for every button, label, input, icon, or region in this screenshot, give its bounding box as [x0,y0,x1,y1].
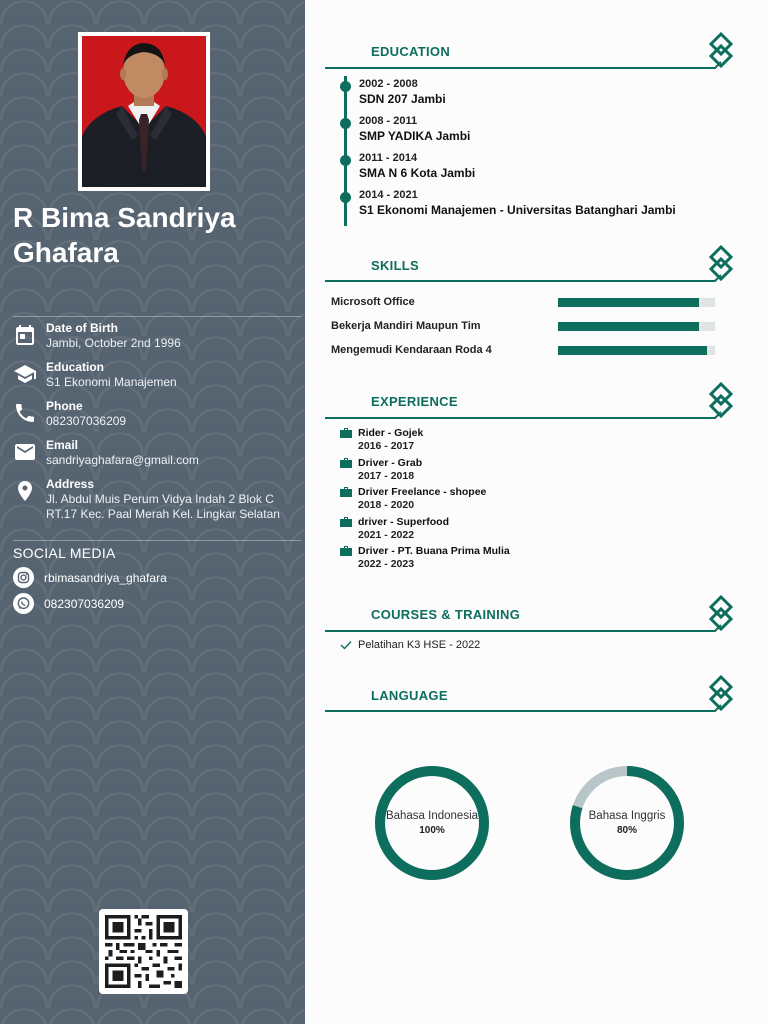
ornament-icon [705,675,737,713]
skill-name: Microsoft Office [331,296,415,308]
social-handle: rbimasandriya_ghafara [44,571,167,585]
language-ring-fill [380,771,484,875]
instagram-icon [13,567,34,588]
ornament-icon [705,595,737,633]
section-rule [325,67,710,69]
divider [13,540,301,541]
skill-bar-fill [558,322,699,331]
social-media-title: SOCIAL MEDIA [13,545,116,561]
language-percent: 80% [616,825,637,836]
language-english [566,762,688,884]
language-name: Bahasa Indonesia [385,810,479,822]
education-years: 2002 - 2008 [359,78,418,90]
timeline-dot [340,118,351,129]
skill-bar-fill [558,298,699,307]
education-school: SMP YADIKA Jambi [359,129,471,143]
course-text: Pelatihan K3 HSE - 2022 [358,639,481,651]
experience-period: 2016 - 2017 [358,440,415,452]
skill-name: Mengemudi Kendaraan Roda 4 [331,344,492,356]
skill-row [331,344,721,358]
section-header-language [325,675,737,715]
experience-role: Driver - PT. Buana Prima Mulia [358,545,510,557]
section-rule [325,280,710,282]
timeline-dot [340,81,351,92]
briefcase-icon [340,458,352,468]
info-value: 082307036209 [46,414,127,428]
skill-row [331,320,721,334]
checkmark-icon [340,640,352,650]
location-pin-icon [13,479,37,503]
skill-row [331,296,721,310]
section-title: EDUCATION [371,44,451,59]
info-label: Education [46,360,105,374]
experience-period: 2022 - 2023 [358,558,415,570]
info-value: Jambi, October 2nd 1996 [46,336,181,350]
phone-icon [13,401,37,425]
education-years: 2011 - 2014 [359,152,418,164]
skill-name: Bekerja Mandiri Maupun Tim [331,320,481,332]
info-label: Email [46,438,79,452]
email-icon [13,440,37,464]
social-item-instagram[interactable] [13,567,273,589]
calendar-icon [13,323,37,347]
section-title: COURSES & TRAINING [371,607,521,622]
profile-photo [78,32,210,191]
ornament-icon [705,382,737,420]
experience-period: 2017 - 2018 [358,470,415,482]
section-title: EXPERIENCE [371,394,458,409]
experience-period: 2021 - 2022 [358,529,415,541]
experience-role: Rider - Gojek [358,427,424,439]
skill-bar [558,298,715,307]
briefcase-icon [340,546,352,556]
ornament-icon [705,245,737,283]
whatsapp-icon [13,593,34,614]
experience-role: Driver Freelance - shopee [358,486,487,498]
section-header-courses [325,595,737,635]
divider [13,316,301,317]
section-rule [325,710,710,712]
education-years: 2014 - 2021 [359,189,418,201]
info-label: Phone [46,399,83,413]
graduation-cap-icon [13,362,37,386]
full-name: R Bima Sandriya Ghafara [13,202,236,268]
education-years: 2008 - 2011 [359,115,418,127]
section-header-education [325,32,737,72]
briefcase-icon [340,487,352,497]
education-school: SMA N 6 Kota Jambi [359,166,476,180]
experience-role: Driver - Grab [358,457,423,469]
section-title: LANGUAGE [371,688,448,703]
timeline-dot [340,155,351,166]
section-title: SKILLS [371,258,420,273]
section-header-skills [325,245,737,285]
briefcase-icon [340,428,352,438]
timeline-dot [340,192,351,203]
info-value: Jl. Abdul Muis Perum Vidya Indah 2 Blok C RT.17 Kec. Paal Merah Kel. Lingkar Selatan [46,492,280,521]
language-name: Bahasa Inggris [588,810,666,822]
skill-bar [558,346,715,355]
info-label: Date of Birth [46,321,118,335]
experience-period: 2018 - 2020 [358,499,415,511]
education-timeline [344,76,347,226]
ornament-icon [705,32,737,70]
sidebar [0,0,305,1024]
language-percent: 100% [419,825,445,836]
qr-code[interactable] [99,909,188,994]
info-value: S1 Ekonomi Manajemen [46,375,177,389]
social-handle: 082307036209 [44,597,125,611]
section-header-experience [325,382,737,422]
education-school: S1 Ekonomi Manajemen - Universitas Batanghari Jambi [359,203,676,217]
language-indonesia [371,762,493,884]
section-rule [325,630,710,632]
section-rule [325,417,710,419]
education-school: SDN 207 Jambi [359,92,446,106]
briefcase-icon [340,517,352,527]
info-label: Address [46,477,95,491]
social-item-whatsapp[interactable] [13,593,273,615]
skill-bar-fill [558,346,707,355]
skill-bar [558,322,715,331]
experience-role: driver - Superfood [358,516,450,528]
info-value[interactable]: sandriyaghafara@gmail.com [46,453,199,467]
